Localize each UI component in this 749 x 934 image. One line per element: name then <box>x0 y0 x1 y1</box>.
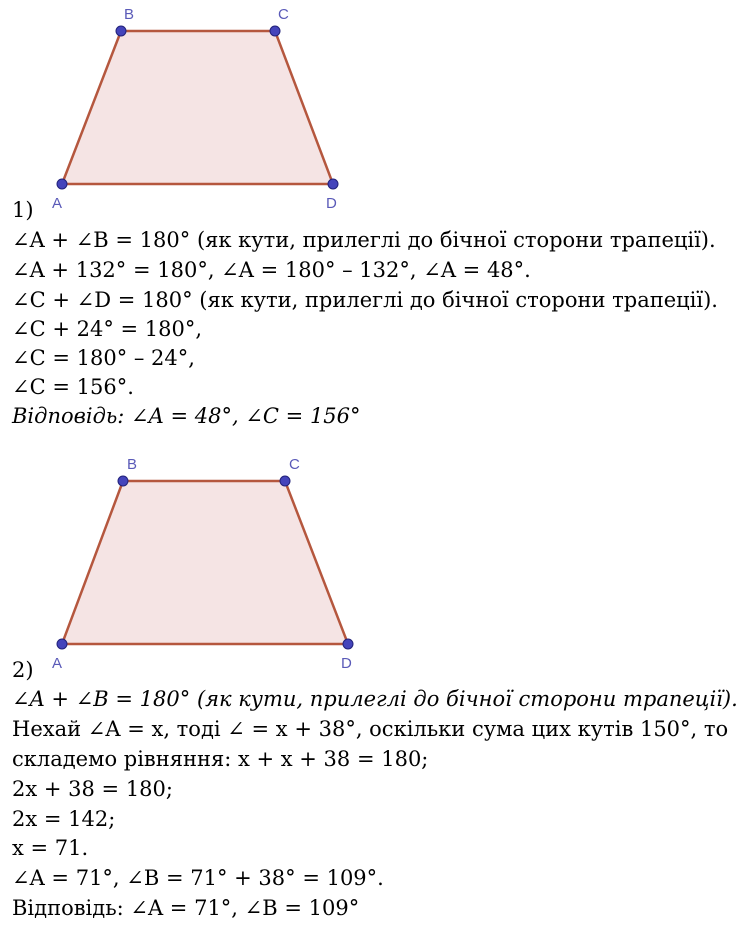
part-1-line-2: ∠A + 132° = 180°, ∠A = 180° – 132°, ∠A = 48°. <box>12 258 531 282</box>
part-1-line-4: ∠C + 24° = 180°, <box>12 317 203 341</box>
label-a-2: A <box>52 655 63 672</box>
part-1-answer: Відповідь: ∠A = 48°, ∠C = 156° <box>12 404 361 428</box>
label-c-2: C <box>289 456 300 473</box>
part-1-line-1: ∠A + ∠B = 180° (як кути, прилеглі до бічної сторони трапеції). <box>12 228 716 252</box>
point-a-2 <box>57 639 67 649</box>
point-c-1 <box>270 26 280 36</box>
part-2-line-6: x = 71. <box>12 836 89 860</box>
part-2-number: 2) <box>12 658 34 682</box>
label-c-1: C <box>278 6 289 23</box>
label-a-1: A <box>52 195 63 212</box>
point-b-2 <box>118 476 128 486</box>
part-1-line-3: ∠C + ∠D = 180° (як кути, прилеглі до бічної сторони трапеції). <box>12 288 718 312</box>
label-b-1: B <box>124 6 135 23</box>
part-2-line-5: 2x = 142; <box>12 807 116 831</box>
part-1-line-6: ∠C = 156°. <box>12 375 134 399</box>
part-1-number: 1) <box>12 198 34 222</box>
part-2-line-4: 2x + 38 = 180; <box>12 777 173 801</box>
part-2-line-7: ∠A = 71°, ∠B = 71° + 38° = 109°. <box>12 866 384 890</box>
trapezoid-diagram-1 <box>0 0 400 215</box>
point-a-1 <box>57 179 67 189</box>
point-b-1 <box>116 26 126 36</box>
part-2-line-3: складемо рівняння: x + x + 38 = 180; <box>12 747 429 771</box>
part-1-line-5: ∠C = 180° – 24°, <box>12 346 195 370</box>
part-2-line-2: Нехай ∠A = x, тоді ∠ = x + 38°, оскільки сума цих кутів 150°, то <box>12 717 729 741</box>
trapezoid-diagram-2 <box>0 450 400 675</box>
trapezoid-figure-2 <box>0 450 400 675</box>
part-2-answer: Відповідь: ∠A = 71°, ∠B = 109° <box>12 896 360 920</box>
label-d-1: D <box>326 195 337 212</box>
label-b-2: B <box>127 456 138 473</box>
label-d-2: D <box>341 655 352 672</box>
point-d-2 <box>343 639 353 649</box>
point-c-2 <box>280 476 290 486</box>
point-d-1 <box>328 179 338 189</box>
part-2-line-1: ∠A + ∠B = 180° (як кути, прилеглі до бічної сторони трапеції). <box>12 687 738 711</box>
trapezoid-figure-1 <box>0 0 400 215</box>
trapezoid-shape-2 <box>62 481 348 644</box>
trapezoid-shape-1 <box>62 31 333 184</box>
